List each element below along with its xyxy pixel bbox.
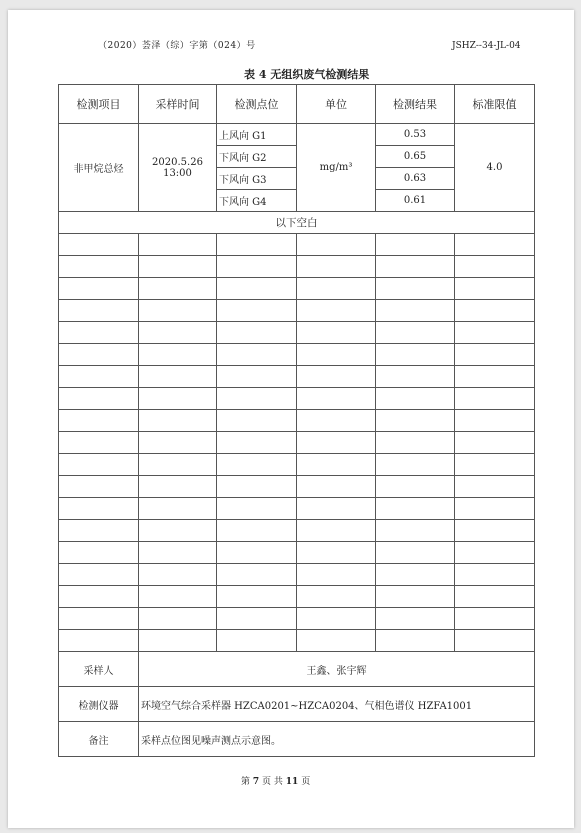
sampler-row	[59, 652, 535, 687]
empty-cell	[59, 476, 139, 498]
empty-cell	[297, 410, 376, 432]
empty-cell	[59, 322, 139, 344]
empty-cell	[376, 256, 455, 278]
empty-cell	[297, 322, 376, 344]
empty-cell	[217, 366, 297, 388]
instrument-value: 环境空气综合采样器 HZCA0201~HZCA0204、气相色谱仪 HZFA1001	[139, 687, 535, 722]
empty-cell	[297, 388, 376, 410]
empty-cell	[139, 344, 217, 366]
empty-cell	[455, 278, 535, 300]
empty-cell	[455, 542, 535, 564]
empty-cell	[455, 586, 535, 608]
empty-cell	[139, 410, 217, 432]
empty-row	[59, 344, 535, 366]
empty-row	[59, 388, 535, 410]
empty-row	[59, 564, 535, 586]
empty-row	[59, 300, 535, 322]
empty-cell	[376, 476, 455, 498]
empty-row	[59, 454, 535, 476]
empty-cell	[59, 344, 139, 366]
empty-cell	[59, 234, 139, 256]
empty-cell	[217, 498, 297, 520]
point-cell: 下风向 G4	[217, 190, 297, 212]
empty-cell	[59, 520, 139, 542]
empty-row	[59, 476, 535, 498]
empty-cell	[139, 608, 217, 630]
column-header: 单位	[297, 85, 376, 124]
empty-cell	[455, 300, 535, 322]
empty-row	[59, 630, 535, 652]
footer-suffix: 页	[301, 777, 311, 787]
result-cell: 0.65	[376, 146, 455, 168]
empty-cell	[455, 234, 535, 256]
empty-cell	[376, 388, 455, 410]
empty-cell	[139, 564, 217, 586]
empty-cell	[217, 586, 297, 608]
empty-cell	[217, 542, 297, 564]
remark-value: 采样点位图见噪声测点示意图。	[139, 722, 535, 757]
empty-cell	[376, 630, 455, 652]
empty-cell	[455, 344, 535, 366]
empty-cell	[297, 564, 376, 586]
empty-row	[59, 586, 535, 608]
empty-cell	[217, 344, 297, 366]
empty-row	[59, 278, 535, 300]
empty-cell	[376, 454, 455, 476]
empty-cell	[376, 410, 455, 432]
empty-cell	[59, 630, 139, 652]
empty-cell	[217, 454, 297, 476]
doc-number: （2020）荟泽（综）字第（024）号	[98, 41, 256, 51]
empty-cell	[139, 388, 217, 410]
blank-note: 以下空白	[59, 212, 535, 234]
empty-cell	[297, 586, 376, 608]
page-footer	[241, 774, 310, 787]
empty-row	[59, 608, 535, 630]
empty-cell	[139, 278, 217, 300]
table-row	[59, 124, 535, 146]
empty-cell	[139, 542, 217, 564]
empty-cell	[297, 454, 376, 476]
empty-cell	[376, 608, 455, 630]
empty-cell	[455, 454, 535, 476]
empty-row	[59, 432, 535, 454]
column-header: 检测结果	[376, 85, 455, 124]
empty-cell	[455, 608, 535, 630]
empty-cell	[139, 322, 217, 344]
empty-cell	[139, 256, 217, 278]
empty-cell	[139, 520, 217, 542]
point-cell: 下风向 G3	[217, 168, 297, 190]
sample-time: 13:00	[163, 167, 192, 179]
empty-cell	[139, 630, 217, 652]
empty-cell	[217, 322, 297, 344]
item-cell: 非甲烷总烃	[59, 124, 139, 212]
empty-cell	[376, 520, 455, 542]
empty-row	[59, 366, 535, 388]
empty-cell	[376, 300, 455, 322]
empty-cell	[376, 234, 455, 256]
empty-cell	[455, 432, 535, 454]
empty-cell	[139, 498, 217, 520]
instrument-row	[59, 687, 535, 722]
column-header: 标准限值	[455, 85, 535, 124]
empty-cell	[297, 520, 376, 542]
document-page	[8, 10, 574, 828]
empty-cell	[217, 432, 297, 454]
result-cell: 0.53	[376, 124, 455, 146]
empty-cell	[139, 366, 217, 388]
empty-cell	[59, 432, 139, 454]
sampler-label: 采样人	[59, 652, 139, 687]
empty-cell	[217, 278, 297, 300]
empty-cell	[297, 542, 376, 564]
empty-cell	[297, 476, 376, 498]
column-header: 采样时间	[139, 85, 217, 124]
empty-cell	[455, 630, 535, 652]
empty-cell	[59, 454, 139, 476]
empty-cell	[297, 630, 376, 652]
footer-mid: 页 共	[262, 777, 283, 787]
empty-cell	[376, 278, 455, 300]
empty-cell	[217, 630, 297, 652]
empty-cell	[297, 366, 376, 388]
empty-cell	[455, 256, 535, 278]
empty-cell	[297, 300, 376, 322]
empty-cell	[217, 520, 297, 542]
empty-cell	[139, 432, 217, 454]
page-total: 11	[285, 777, 299, 787]
empty-cell	[376, 498, 455, 520]
empty-cell	[217, 608, 297, 630]
empty-cell	[297, 234, 376, 256]
empty-cell	[455, 476, 535, 498]
empty-cell	[139, 234, 217, 256]
empty-cell	[217, 300, 297, 322]
empty-row	[59, 542, 535, 564]
empty-cell	[455, 520, 535, 542]
empty-cell	[297, 278, 376, 300]
empty-cell	[59, 564, 139, 586]
column-header: 检测项目	[59, 85, 139, 124]
empty-row	[59, 322, 535, 344]
empty-cell	[217, 476, 297, 498]
empty-row	[59, 256, 535, 278]
empty-cell	[59, 608, 139, 630]
empty-cell	[455, 322, 535, 344]
empty-cell	[376, 542, 455, 564]
empty-cell	[297, 344, 376, 366]
empty-cell	[376, 564, 455, 586]
empty-cell	[297, 498, 376, 520]
empty-cell	[59, 300, 139, 322]
empty-cell	[455, 366, 535, 388]
empty-cell	[139, 476, 217, 498]
empty-cell	[139, 586, 217, 608]
empty-cell	[376, 322, 455, 344]
instrument-label: 检测仪器	[59, 687, 139, 722]
empty-cell	[455, 388, 535, 410]
blank-note-row	[59, 212, 535, 234]
empty-cell	[139, 300, 217, 322]
empty-cell	[217, 234, 297, 256]
limit-cell: 4.0	[455, 124, 535, 212]
empty-cell	[217, 410, 297, 432]
empty-cell	[455, 410, 535, 432]
sample-time-cell	[139, 124, 217, 212]
sample-date: 2020.5.26	[152, 156, 203, 168]
form-code: JSHZ--34-JL-04	[452, 41, 521, 51]
column-header: 检测点位	[217, 85, 297, 124]
result-cell: 0.63	[376, 168, 455, 190]
empty-row	[59, 520, 535, 542]
empty-cell	[59, 542, 139, 564]
table-title: 表 4 无组织废气检测结果	[244, 68, 370, 81]
empty-cell	[217, 564, 297, 586]
empty-cell	[217, 388, 297, 410]
page-number: 7	[252, 777, 260, 787]
empty-row	[59, 234, 535, 256]
empty-cell	[59, 278, 139, 300]
empty-cell	[59, 366, 139, 388]
footer-prefix: 第	[241, 777, 251, 787]
empty-cell	[376, 344, 455, 366]
empty-row	[59, 410, 535, 432]
empty-cell	[376, 586, 455, 608]
empty-cell	[297, 256, 376, 278]
sampler-value: 王鑫、张宇辉	[139, 652, 535, 687]
empty-cell	[59, 586, 139, 608]
empty-cell	[59, 498, 139, 520]
remark-label: 备注	[59, 722, 139, 757]
empty-cell	[376, 432, 455, 454]
empty-cell	[376, 366, 455, 388]
results-table	[58, 84, 535, 757]
header-row	[59, 85, 535, 124]
empty-cell	[297, 432, 376, 454]
empty-cell	[455, 564, 535, 586]
empty-cell	[297, 608, 376, 630]
empty-cell	[217, 256, 297, 278]
remark-row	[59, 722, 535, 757]
result-cell: 0.61	[376, 190, 455, 212]
empty-row	[59, 498, 535, 520]
unit-cell: mg/m³	[297, 124, 376, 212]
empty-cell	[59, 388, 139, 410]
empty-cell	[139, 454, 217, 476]
point-cell: 上风向 G1	[217, 124, 297, 146]
empty-cell	[455, 498, 535, 520]
point-cell: 下风向 G2	[217, 146, 297, 168]
empty-cell	[59, 410, 139, 432]
empty-cell	[59, 256, 139, 278]
